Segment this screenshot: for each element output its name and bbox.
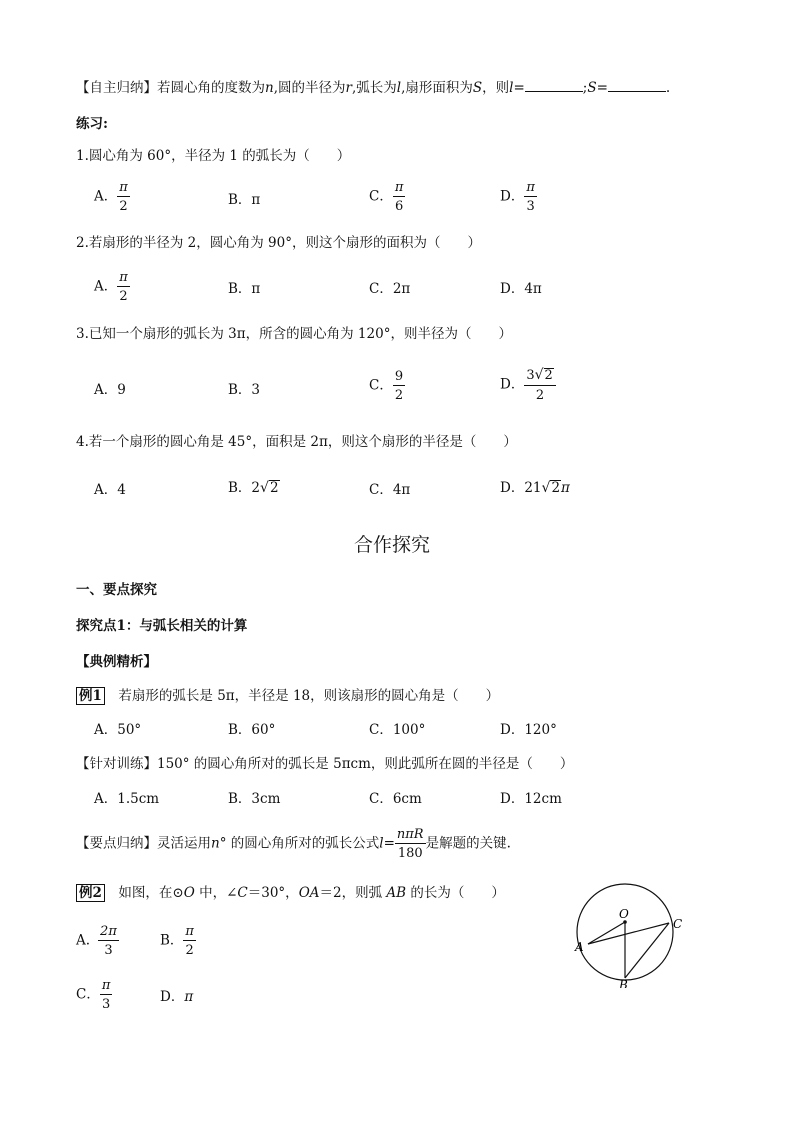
training-option-d: D．12cm bbox=[500, 791, 562, 807]
q4-option-c: C．4π bbox=[369, 482, 411, 498]
area-blank[interactable] bbox=[608, 79, 666, 92]
practice-title: 练习: bbox=[76, 116, 108, 132]
example-1-tag: 例1 bbox=[76, 687, 105, 705]
example-1-option-b: B．60° bbox=[228, 722, 276, 738]
training-stem: 【针对训练】150° 的圆心角所对的弧长是 5πcm，则此弧所在圆的半径是（ ） bbox=[76, 756, 574, 772]
q2-option-b: B．π bbox=[228, 281, 261, 297]
example-1-option-c: C．100° bbox=[369, 722, 426, 738]
q4-stem: 4.若一个扇形的圆心角是 45°，面积是 2π，则这个扇形的半径是（ ） bbox=[76, 434, 517, 450]
q1-option-a: A． $\frac{\pi}{2}$ bbox=[94, 180, 128, 214]
q3-stem: 3.已知一个扇形的弧长为 3π，所含的圆心角为 120°，则半径为（ ） bbox=[76, 326, 512, 342]
example-1-option-a: A．50° bbox=[94, 722, 142, 738]
q2-stem: 2.若扇形的半径为 2，圆心角为 90°，则这个扇形的面积为（ ） bbox=[76, 235, 481, 251]
segment-bc bbox=[625, 923, 669, 978]
q1-stem: 1.圆心角为 60°，半径为 1 的弧长为（ ） bbox=[76, 148, 351, 164]
q3-option-d: D． $\frac{3√2}{2}$ bbox=[500, 368, 556, 402]
q2-option-a: A． $\frac{\pi}{2}$ bbox=[94, 270, 128, 304]
example-2-option-c: C． $\frac{\pi}{3}$ bbox=[76, 978, 111, 1012]
intro-label: 【自主归纳】 bbox=[76, 80, 157, 96]
q4-option-b: B．2√2 bbox=[228, 480, 279, 496]
intro-line: 【自主归纳】若圆心角的度数为n,圆的半径为r,弧长为l,扇形面积为S，则l= ;S= . bbox=[76, 80, 671, 96]
example-1-option-d: D．120° bbox=[500, 722, 557, 738]
q3-option-a: A．9 bbox=[94, 382, 126, 398]
section-title: 合作探究 bbox=[354, 534, 431, 556]
label-c: C bbox=[673, 917, 683, 931]
arc-length-blank[interactable] bbox=[525, 79, 583, 92]
heading-explore-point-1: 探究点1：与弧长相关的计算 bbox=[76, 618, 248, 634]
label-b: B bbox=[619, 978, 628, 988]
q3-option-b: B．3 bbox=[228, 382, 261, 398]
q4-option-a: A．4 bbox=[94, 482, 126, 498]
q1-option-d: D． $\frac{\pi}{3}$ bbox=[500, 180, 535, 214]
training-option-b: B．3cm bbox=[228, 791, 281, 807]
q1-option-b: B．π bbox=[228, 192, 261, 208]
label-o: O bbox=[619, 907, 629, 921]
q4-option-d: D．21√2π bbox=[500, 480, 570, 496]
segment-ac bbox=[588, 923, 669, 944]
q3-option-c: C． $\frac{9}{2}$ bbox=[369, 369, 404, 403]
example-2-stem: 例2 如图，在⊙O 中，∠C＝30°，OA＝2，则弧 AB 的长为（ ） bbox=[76, 885, 505, 901]
q1-option-c: C． $\frac{\pi}{6}$ bbox=[369, 180, 404, 214]
training-option-c: C．6cm bbox=[369, 791, 422, 807]
heading-typical-examples: 【典例精析】 bbox=[76, 654, 157, 670]
label-a: A bbox=[575, 940, 584, 954]
example-2-option-a: A. $\frac{2\pi}{3}$ bbox=[76, 924, 117, 958]
heading-key-points: 一、要点探究 bbox=[76, 582, 157, 598]
example-2-option-d: D．π bbox=[160, 989, 194, 1005]
q2-option-c: C．2π bbox=[369, 281, 411, 297]
key-point-summary: 【要点归纳】灵活运用n° 的圆心角所对的弧长公式l= $\frac{\text{nπR}}{180}$ 是解题的关键. bbox=[76, 827, 511, 861]
example-2-tag: 例2 bbox=[76, 884, 105, 902]
example-1-stem: 例1 若扇形的弧长是 5π，半径是 18，则该扇形的圆心角是（ ） bbox=[76, 688, 499, 704]
segment-oa bbox=[588, 922, 625, 944]
circle-figure bbox=[570, 878, 710, 988]
training-option-a: A．1.5cm bbox=[94, 791, 160, 807]
example-2-option-b: B． $\frac{\pi}{2}$ bbox=[160, 924, 194, 958]
q2-option-d: D．4π bbox=[500, 281, 542, 297]
